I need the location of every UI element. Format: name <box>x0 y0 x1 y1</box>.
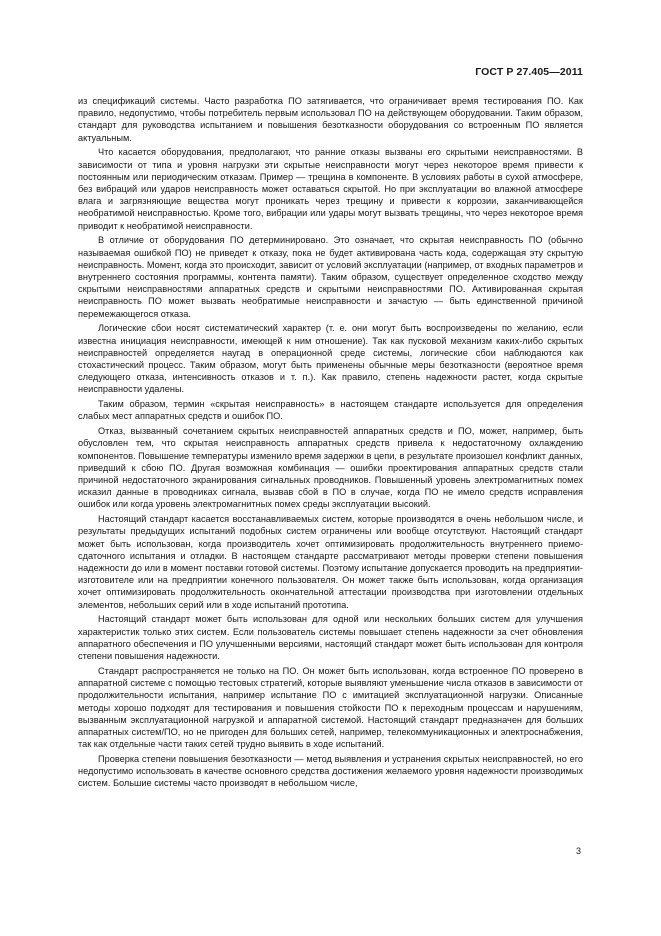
paragraph: Стандарт распространяется не только на ПО. Он может быть использован, когда встроенное ПО проверено в аппаратной системе с помощью тестовых стратегий, которые выявляют уменьшение числа отказов в зависимости от продолжительности испытания, например испытание ПО с имитацией эксплуатационной нагрузки. Описанные методы хорошо подходят для тестирования и повышения стойкости ПО к переходным процессам и нарушениям, вызванным эксплуатационной нагрузкой и аппаратной системой. Настоящий стандарт предназначен для больших аппаратных систем/ПО, но не пригоден для больших сетей, например, телекоммуникационных и электроснабжения, так как отдельные части таких сетей трудно выявить в ходе испытаний. <box>78 665 583 750</box>
paragraph: В отличие от оборудования ПО детерминировано. Это означает, что скрытая неисправность ПО (обычно называемая ошибкой ПО) не приведет к отказу, пока не будет активирована часть кода, содержащая эту скрытую неисправность. Момент, когда это происходит, зависит от условий эксплуатации (например, от входных параметров и внутреннего состояния программы, контента памяти). Таким образом, существует определенное сходство между скрытыми неисправностями аппаратных средств и скрытыми неисправностями ПО. Активированная скрытая неисправность ПО может вызвать необратимые неисправности и зачастую — быть единственной причиной перемежающегося отказа. <box>78 235 583 319</box>
paragraph: Логические сбои носят систематический характер (т. е. они могут быть воспроизведены по желанию, если известна инициация неисправности, имеющей к ним отношение). Так как пусковой механизм каких-либо скрытых неисправностей определяется наугад в операционной среде системы, логические сбои наблюдаются как стохастический процесс. Таким образом, могут быть применены обычные меры безотказности (вероятное время следующего отказа, интенсивность отказов и т. п.). Как правило, степень надежности растет, когда скрытые неисправности удалены. <box>78 323 583 395</box>
paragraph: Что касается оборудования, предполагают, что ранние отказы вызваны его скрытыми неисправностями. В зависимости от типа и уровня нагрузки эти скрытые неисправности могут через некоторое время привести к постоянным или периодическим отказам. Пример — трещина в компоненте. В условиях работы в сухой атмосфере, без вибраций или ударов неисправность может оставаться скрытой. Но при эксплуатации во влажной атмосфере влага и загрязняющие вещества могут проникать через трещину и привести к коррозии, заканчивающейся необратимой неисправностью. Кроме того, вибрации или удары могут вызвать трещины, что через некоторое время приводит к необратимой неисправности. <box>78 147 583 231</box>
paragraph: Отказ, вызванный сочетанием скрытых неисправностей аппаратных средств и ПО, может, например, быть обусловлен тем, что скрытая неисправность аппаратных средств привела к недостаточному охлаждению компонентов. Повышение температуры изменило время задержки в цепи, в результате произошел конфликт данных, приведший к сбою ПО. Другая возможная комбинация — ошибки проектирования аппаратных средств стали причиной недостаточного экранирования сигнальных проводников. Повышенный уровень электромагнитных помех исказил данные в проводниках сигнала, вызвав сбой в ПО в случае, когда ПО не имело средств исправления ошибок или когда уровень электромагнитных помех среды эксплуатации высокий. <box>78 426 583 510</box>
paragraph-continuation: из спецификаций системы. Часто разработка ПО затягивается, что ограничивает время тестирования ПО. Как правило, недопустимо, чтобы потребитель первым использовал ПО на действующем оборудовании. Таким образом, стандарт для руководства испытанием и повышения безотказности оборудования со встроенным ПО является актуальным. <box>78 96 583 143</box>
body-text <box>78 95 583 790</box>
paragraph: Таким образом, термин «скрытая неисправность» в настоящем стандарте используется для определения слабых мест аппаратных средств и ошибок ПО. <box>78 399 583 422</box>
page-number: 3 <box>575 846 581 856</box>
paragraph: Настоящий стандарт касается восстанавливаемых систем, которые производятся в очень небольшом числе, и результаты предыдущих испытаний подобных систем ограничены или вообще отсутствуют. Настоящий стандарт может быть использован, когда производитель хочет оптимизировать продолжительность внутреннего приемо-сдаточного испытания и отладки. В настоящем стандарте рассматривают методы проверки степени повышения надежности до или в момент поставки готовой системы. Поэтому испытание допускается проводить на предприятии-изготовителе или на предприятии конечного пользователя. Он может также быть использован, когда организация хочет оптимизировать продолжительность окончательной аттестации производства при изготовлении отдельных элементов, небольших серий или в ходе испытаний прототипа. <box>78 514 583 610</box>
standard-header: ГОСТ Р 27.405—2011 <box>475 66 583 78</box>
paragraph: Проверка степени повышения безотказности — метод выявления и устранения скрытых неисправностей, но его недопустимо использовать в качестве основного средства достижения желаемого уровня надежности производимых систем. Большие системы часто производят в небольшом числе, <box>78 753 583 789</box>
paragraph: Настоящий стандарт может быть использован для одной или нескольких больших систем для улучшения характеристик только этих систем. Если пользователь системы повышает степень надежности за счет обновления аппаратного обеспечения и ПО улучшенными версиями, настоящий стандарт может быть использован для контроля степени повышения надежности. <box>78 614 583 662</box>
